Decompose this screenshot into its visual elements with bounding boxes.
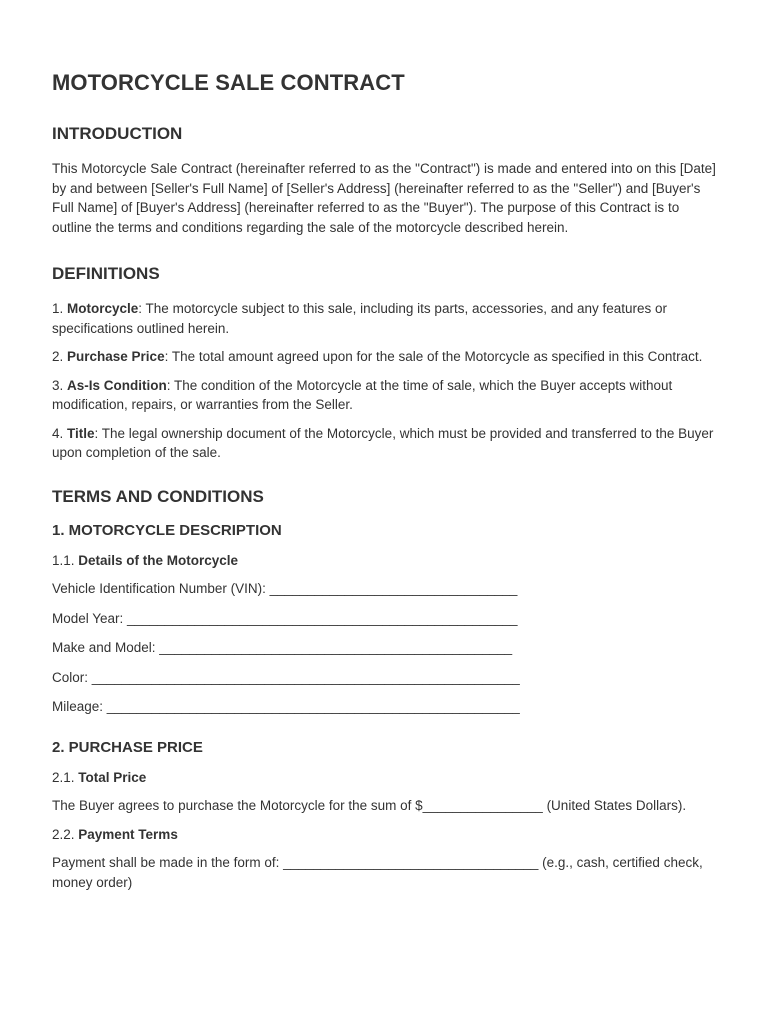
definition-number: 3. bbox=[52, 377, 68, 393]
definition-term: Motorcycle bbox=[67, 301, 139, 316]
motorcycle-description-heading: 1. MOTORCYCLE DESCRIPTION bbox=[52, 521, 282, 539]
color-field: Color: _________________________________________________________ bbox=[52, 669, 520, 685]
terms-heading: TERMS AND CONDITIONS bbox=[52, 486, 264, 506]
payment-terms-paragraph: Payment shall be made in the form of: __________________________________ (e.g., cash, certified check, money order) bbox=[52, 855, 703, 890]
definition-term: As-Is Condition bbox=[67, 377, 167, 393]
introduction-heading: INTRODUCTION bbox=[52, 124, 183, 143]
definition-item-motorcycle bbox=[52, 299, 718, 338]
vin-field: Vehicle Identification Number (VIN): _________________________________ bbox=[52, 581, 518, 596]
payment-terms-label bbox=[52, 825, 718, 845]
total-price-paragraph: The Buyer agrees to purchase the Motorcycle for the sum of $________________ (United States Dollars). bbox=[52, 798, 687, 813]
subsection-title: Total Price bbox=[78, 769, 147, 785]
make-model-field: Make and Model: _______________________________________________ bbox=[52, 640, 513, 655]
definitions-heading: DEFINITIONS bbox=[52, 264, 160, 283]
definition-text: : The condition of the Motorcycle at the time of sale, which the Buyer accepts without modification, repairs, or warranties from the Seller. bbox=[52, 377, 673, 412]
definition-item-title bbox=[52, 424, 718, 463]
definition-term: Title bbox=[67, 425, 95, 441]
model-year-field: Model Year: ____________________________________________________ bbox=[52, 610, 518, 626]
subsection-number: 1.1. bbox=[52, 552, 79, 568]
definition-text: : The total amount agreed upon for the sale of the Motorcycle as specified in this Contract. bbox=[164, 349, 703, 364]
definition-number: 1. bbox=[52, 301, 68, 316]
mileage-field: Mileage: _______________________________________________________ bbox=[52, 699, 520, 714]
introduction-paragraph: This Motorcycle Sale Contract (hereinafter referred to as the "Contract") is made and entered into on this [Date] by and between [Seller's Full Name] of [Seller's Address] (hereinafter referred to as the "Seller") and [Buyer's Full Name] of [Buyer's Address] (hereinafter referred to as the "Buyer"). The purpose of this Contract is to outline the terms and conditions regarding the sale of the motorcycle described herein. bbox=[52, 161, 716, 235]
definition-term: Purchase Price bbox=[67, 349, 165, 364]
subsection-number: 2.2. bbox=[52, 826, 79, 842]
definition-item-as-is-condition bbox=[52, 376, 718, 415]
definitions-list bbox=[52, 299, 718, 463]
subsection-number: 2.1. bbox=[52, 769, 79, 785]
total-price-label bbox=[52, 768, 718, 788]
document-title: MOTORCYCLE SALE CONTRACT bbox=[52, 70, 405, 95]
definition-text: : The legal ownership document of the Motorcycle, which must be provided and transferred to the Buyer upon completion of the sale. bbox=[52, 425, 714, 460]
definition-number: 4. bbox=[52, 425, 68, 441]
subsection-title: Payment Terms bbox=[78, 826, 178, 842]
definition-text: : The motorcycle subject to this sale, including its parts, accessories, and any features or specifications outlined herein. bbox=[52, 301, 668, 336]
definition-item-purchase-price bbox=[52, 347, 718, 367]
definition-number: 2. bbox=[52, 349, 68, 364]
subsection-title: Details of the Motorcycle bbox=[78, 552, 239, 568]
purchase-price-heading: 2. PURCHASE PRICE bbox=[52, 738, 203, 756]
motorcycle-details-fields bbox=[52, 579, 718, 717]
motorcycle-details-label bbox=[52, 551, 718, 571]
